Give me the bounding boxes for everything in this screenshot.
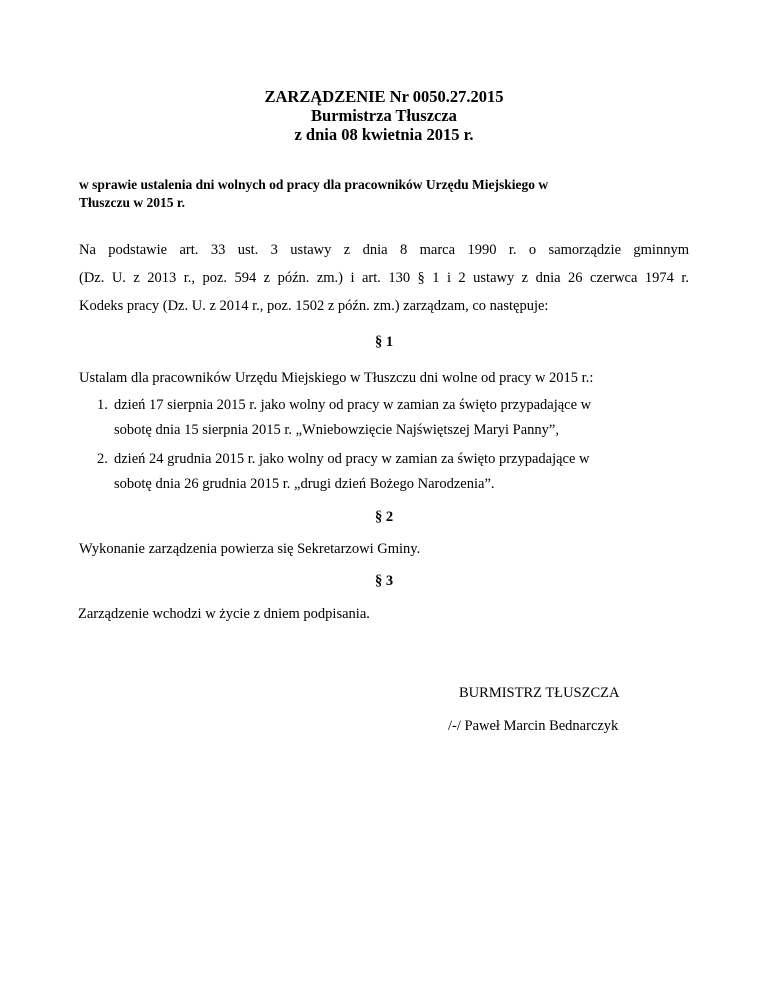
signatory-name: /-/ Paweł Marcin Bednarczyk [448, 718, 619, 734]
list-item-line: dzień 24 grudnia 2015 r. jako wolny od pracy w zamian za święto przypadające w [114, 451, 590, 467]
section-3-text: Zarządzenie wchodzi w życie z dniem podpisania. [78, 606, 370, 622]
subject-line: Tłuszczu w 2015 r. [79, 195, 186, 210]
order-number-title: ZARZĄDZENIE Nr 0050.27.2015 [264, 87, 504, 106]
issuer-title: Burmistrza Tłuszcza [311, 106, 457, 125]
list-item-line: dzień 17 sierpnia 2015 r. jako wolny od pracy w zamian za święto przypadające w [114, 397, 592, 413]
signatory-title: BURMISTRZ TŁUSZCZA [459, 685, 620, 701]
section-1-intro: Ustalam dla pracowników Urzędu Miejskiego w Tłuszczu dni wolne od pracy w 2015 r.: [79, 370, 594, 386]
section-2-text: Wykonanie zarządzenia powierza się Sekretarzowi Gminy. [79, 541, 421, 557]
document-header [0, 87, 768, 144]
preamble-line: Na podstawie art. 33 ust. 3 ustawy z dnia 8 marca 1990 r. o samorządzie gminnym [79, 242, 689, 258]
list-item [79, 393, 699, 443]
section-1-mark: § 1 [374, 334, 394, 350]
section-3-mark: § 3 [374, 573, 394, 589]
subject-line: w sprawie ustalenia dni wolnych od pracy dla pracowników Urzędu Miejskiego w [79, 177, 549, 192]
list-item [79, 447, 699, 497]
section-2-mark: § 2 [374, 509, 394, 525]
list-item-line: sobotę dnia 15 sierpnia 2015 r. „Wniebowzięcie Najświętszej Maryi Panny”, [114, 422, 559, 438]
preamble-line: Kodeks pracy (Dz. U. z 2014 r., poz. 1502 z późn. zm.) zarządzam, co następuje: [79, 298, 549, 314]
days-off-list [79, 393, 699, 501]
issue-date: z dnia 08 kwietnia 2015 r. [294, 125, 474, 144]
list-item-number: 1. [97, 397, 108, 413]
document-subject [79, 176, 679, 212]
list-item-number: 2. [97, 451, 108, 467]
legal-basis-preamble [79, 236, 689, 320]
preamble-line: (Dz. U. z 2013 r., poz. 594 z późn. zm.) i art. 130 § 1 i 2 ustawy z dnia 26 czerwca 1974 r. [79, 270, 689, 286]
list-item-line: sobotę dnia 26 grudnia 2015 r. „drugi dzień Bożego Narodzenia”. [114, 476, 495, 492]
